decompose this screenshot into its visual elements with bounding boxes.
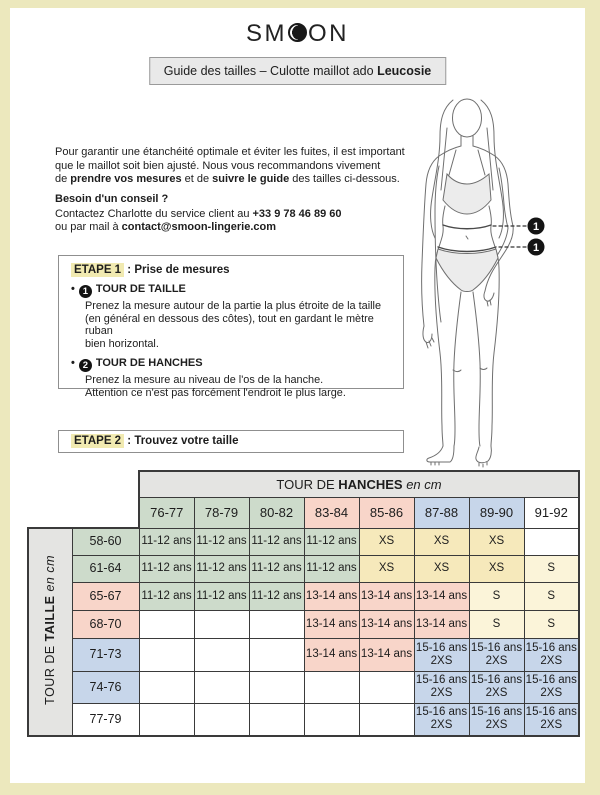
body-measurement-illustration (395, 88, 570, 473)
intro-line: de prendre vos mesures et de suivre le guide des tailles ci-dessous. (55, 173, 400, 185)
size-cell: 15-16 ans 2XS (524, 671, 579, 703)
hips-col-header: 78-79 (194, 497, 249, 528)
table-row (28, 582, 579, 610)
hips-col-header: 76-77 (139, 497, 194, 528)
size-cell: 13-14 ans (359, 610, 414, 638)
svg-text:1: 1 (532, 242, 540, 254)
size-cell: 11-12 ans (194, 555, 249, 582)
size-cell: 13-14 ans (414, 610, 469, 638)
size-cell: 11-12 ans (249, 555, 304, 582)
step2-tag: ETAPE 2 (71, 434, 124, 448)
size-cell: 15-16 ans 2XS (414, 703, 469, 736)
hips-col-header: 80-82 (249, 497, 304, 528)
callout-hips-badge (528, 239, 545, 256)
logo-text-post: ON (308, 20, 349, 47)
measure-item-waist: • 1 TOUR DE TAILLE Prenez la mesure autour de la partie la plus étroite de la taille (en général en dessous des côtes), tout en gardant le mètre ruban bien horizontal. (71, 283, 382, 350)
advice-heading: Besoin d'un conseil ? (55, 193, 169, 205)
size-cell: XS (359, 528, 414, 555)
size-cell (304, 703, 359, 736)
size-cell (304, 671, 359, 703)
advice-block (55, 193, 342, 235)
table-row (28, 555, 579, 582)
size-cell: 15-16 ans 2XS (414, 671, 469, 703)
waist-row-label: 74-76 (72, 671, 139, 703)
size-cell (139, 610, 194, 638)
size-cell: 11-12 ans (139, 582, 194, 610)
size-cell: XS (469, 555, 524, 582)
size-cell (249, 638, 304, 671)
size-cell (249, 671, 304, 703)
size-cell: 13-14 ans (304, 638, 359, 671)
size-cell: XS (469, 528, 524, 555)
table-row (28, 610, 579, 638)
size-cell (194, 610, 249, 638)
size-cell: 11-12 ans (249, 528, 304, 555)
logo-text-pre: SM (246, 20, 287, 47)
size-cell: 15-16 ans 2XS (524, 703, 579, 736)
size-cell: XS (359, 555, 414, 582)
size-cell: 11-12 ans (304, 528, 359, 555)
size-cell (524, 528, 579, 555)
table-row (28, 703, 579, 736)
title-text: Guide des tailles – Culotte maillot ado (163, 64, 378, 78)
table-row (28, 528, 579, 555)
table-row (28, 671, 579, 703)
table-row (28, 638, 579, 671)
measure-item-hips: • 2 TOUR DE HANCHES Prenez la mesure au niveau de l'os de la hanche. Attention ce n'est pas forcément l'endroit le plus large. (71, 357, 346, 399)
email-address: contact@smoon-lingerie.com (121, 221, 277, 233)
size-cell (249, 703, 304, 736)
size-cell (194, 671, 249, 703)
intro-line: que le maillot soit bien ajusté. Nous vous recommandons vivement (55, 159, 381, 172)
size-cell: S (524, 610, 579, 638)
hips-col-header: 91-92 (524, 497, 579, 528)
step-number-2-badge: 2 (79, 359, 92, 372)
step1-tag: ETAPE 1 (71, 263, 124, 277)
size-cell: 13-14 ans (304, 610, 359, 638)
brand-logo (10, 20, 585, 48)
waist-row-label: 77-79 (72, 703, 139, 736)
step1-title: ETAPE 1 : Prise de mesures (71, 264, 391, 276)
hips-col-header: 89-90 (469, 497, 524, 528)
size-cell: 11-12 ans (194, 582, 249, 610)
step2-title: ETAPE 2 : Trouvez votre taille (71, 435, 391, 447)
size-cell: 15-16 ans 2XS (469, 671, 524, 703)
step1-box (58, 255, 404, 399)
size-cell: 13-14 ans (359, 582, 414, 610)
size-cell (139, 638, 194, 671)
hips-col-header: 85-86 (359, 497, 414, 528)
size-cell: 11-12 ans (139, 555, 194, 582)
size-cell: S (524, 582, 579, 610)
step-number-1-badge: 1 (79, 285, 92, 298)
size-cell: S (524, 555, 579, 582)
waist-row-label: 68-70 (72, 610, 139, 638)
waist-row-label: 65-67 (72, 582, 139, 610)
advice-mail-line: ou par mail à contact@smoon-lingerie.com (55, 221, 277, 233)
size-cell: 13-14 ans (414, 582, 469, 610)
size-cell (359, 671, 414, 703)
intro-paragraph (55, 146, 405, 187)
svg-text:1: 1 (532, 221, 540, 233)
size-cell: 11-12 ans (139, 528, 194, 555)
size-cell: S (469, 610, 524, 638)
product-name: Leucosie (377, 64, 432, 78)
phone-number: +33 9 78 46 89 60 (252, 207, 342, 220)
size-cell (139, 671, 194, 703)
moon-icon (288, 23, 307, 42)
waist-row-label: 58-60 (72, 528, 139, 555)
size-cell: XS (414, 528, 469, 555)
size-cell (249, 610, 304, 638)
hips-col-header: 87-88 (414, 497, 469, 528)
document-page (10, 8, 585, 783)
size-cell (139, 703, 194, 736)
waist-axis-label: TOUR DE TAILLE en cm (28, 528, 72, 736)
size-cell: 15-16 ans 2XS (524, 638, 579, 671)
hips-header: TOUR DE HANCHES en cm (139, 471, 579, 497)
size-cell: 13-14 ans (304, 582, 359, 610)
bullet-icon: • (71, 357, 75, 369)
page-title (149, 57, 447, 85)
size-cell: XS (414, 555, 469, 582)
size-cell: 15-16 ans 2XS (414, 638, 469, 671)
size-table (27, 470, 580, 737)
size-cell (194, 703, 249, 736)
size-cell: 15-16 ans 2XS (469, 638, 524, 671)
waist-row-label: 71-73 (72, 638, 139, 671)
size-cell: 13-14 ans (359, 638, 414, 671)
size-cell: 11-12 ans (304, 555, 359, 582)
step2-box (58, 430, 404, 453)
bullet-icon: • (71, 283, 75, 295)
waist-row-label: 61-64 (72, 555, 139, 582)
size-cell: 11-12 ans (249, 582, 304, 610)
hips-col-header: 83-84 (304, 497, 359, 528)
advice-phone-line: Contactez Charlotte du service client au +33 9 78 46 89 60 (55, 207, 342, 220)
intro-line: Pour garantir une étanchéité optimale et éviter les fuites, il est important (55, 146, 405, 158)
size-cell: 11-12 ans (194, 528, 249, 555)
size-cell (194, 638, 249, 671)
table-corner-empty (28, 471, 139, 528)
size-cell: S (469, 582, 524, 610)
size-cell (359, 703, 414, 736)
size-cell: 15-16 ans 2XS (469, 703, 524, 736)
callout-waist-badge (528, 218, 545, 235)
